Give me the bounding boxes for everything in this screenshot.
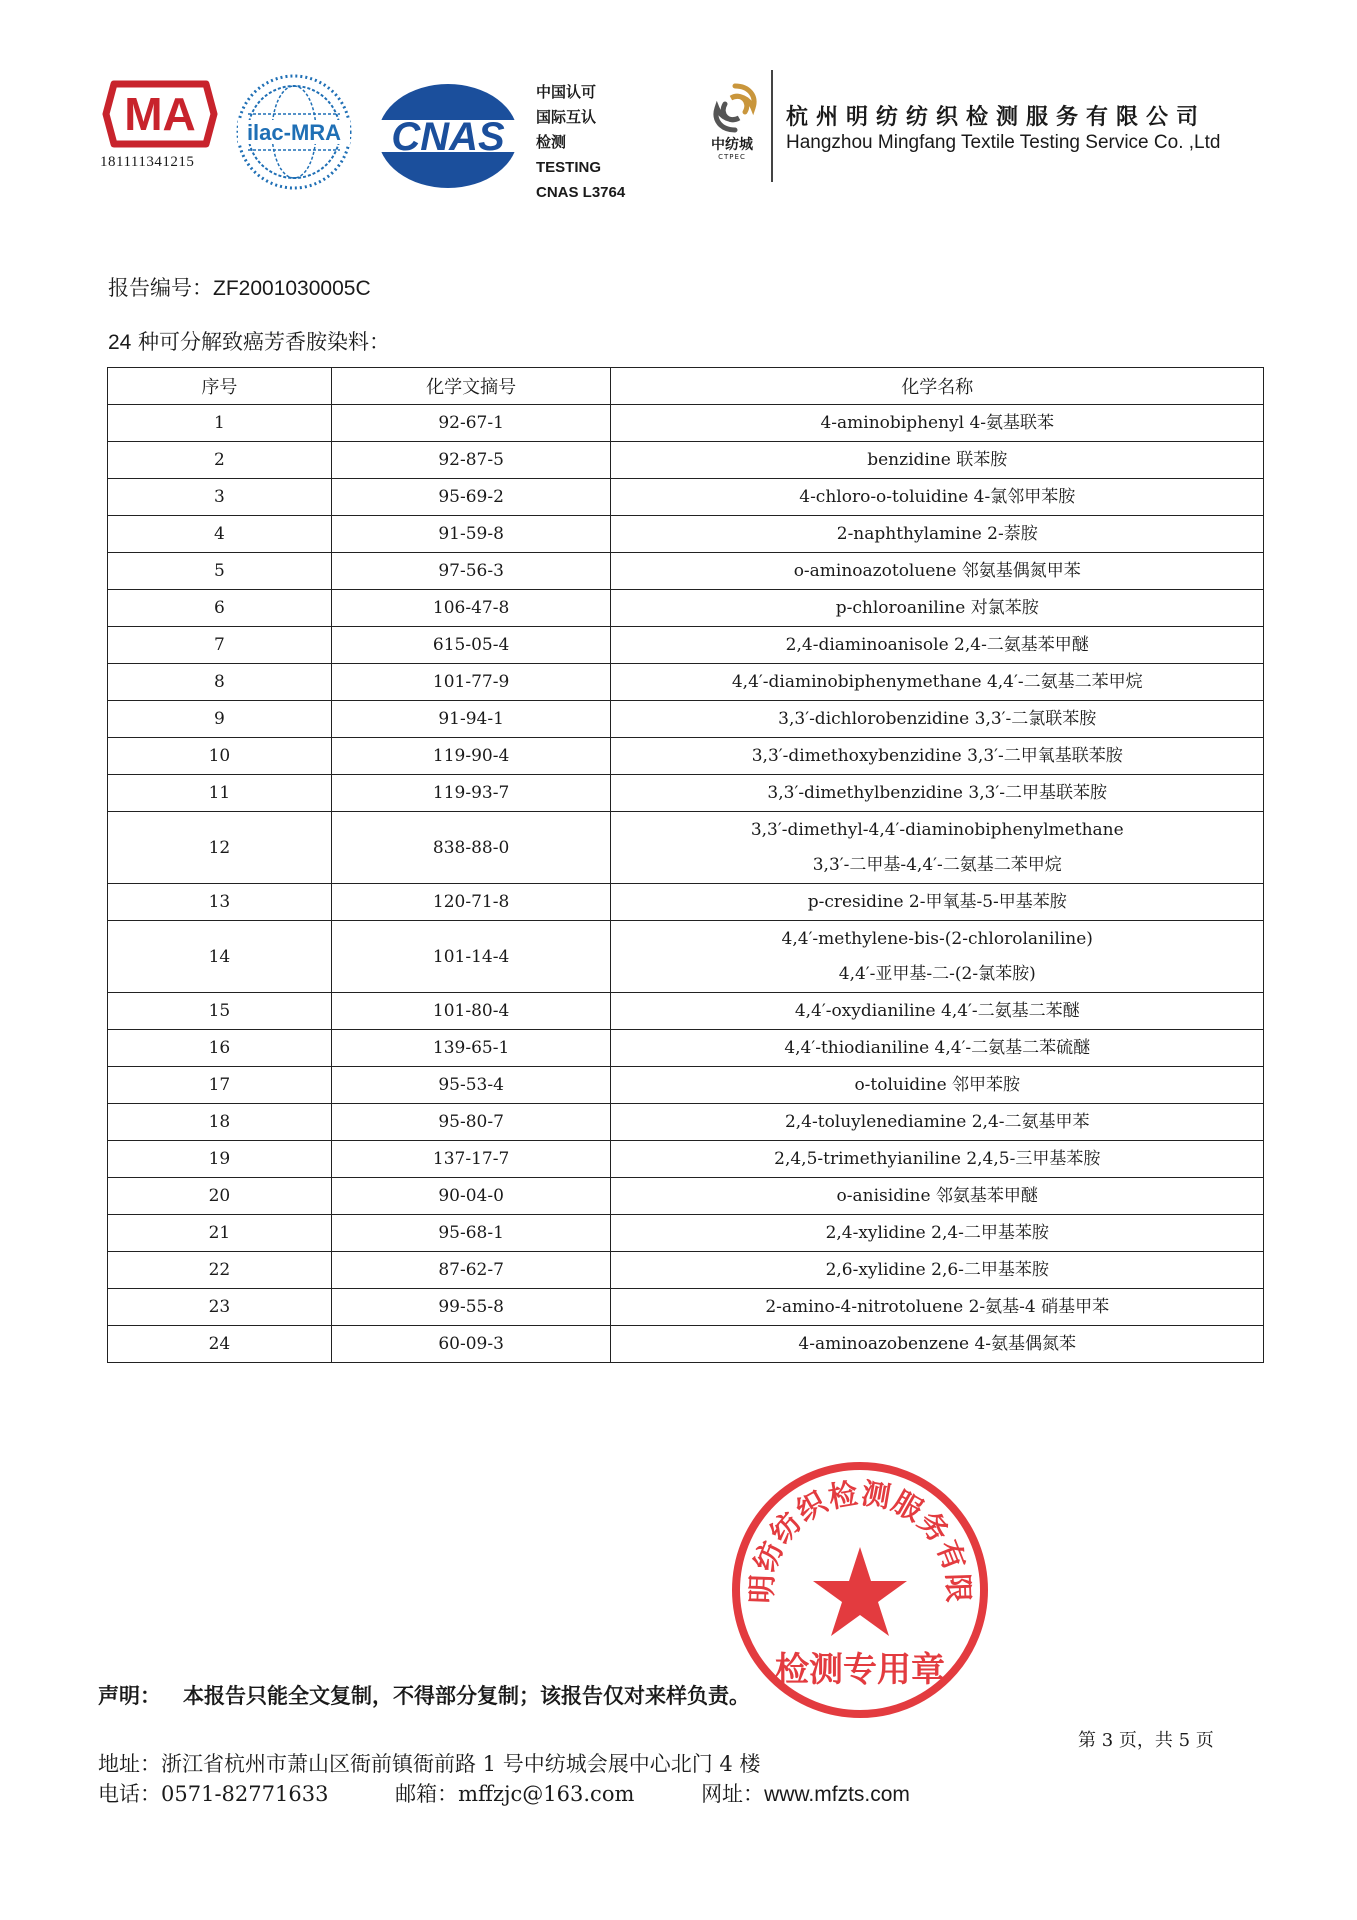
table-row xyxy=(108,1030,1264,1067)
cell-cas: 139-65-1 xyxy=(331,1030,611,1067)
chemical-name-line: 4,4′-diaminobiphenymethane 4,4′-二氨基二苯甲烷 xyxy=(731,671,1143,692)
aromatic-amine-table xyxy=(107,367,1264,1363)
report-number-label: 报告编号： xyxy=(108,276,213,300)
cell-chemical-name xyxy=(611,405,1264,442)
cell-cas: 119-93-7 xyxy=(331,775,611,812)
chemical-name-line: 2,6-xylidine 2,6-二甲基苯胺 xyxy=(825,1259,1049,1280)
website-label: 网址： xyxy=(701,1782,765,1806)
company-seal xyxy=(725,1455,995,1725)
table-row xyxy=(108,1104,1264,1141)
table-row xyxy=(108,1215,1264,1252)
chemical-name-line: o-aminoazotoluene 邻氨基偶氮甲苯 xyxy=(793,560,1081,581)
cell-chemical-name xyxy=(611,1215,1264,1252)
table-body xyxy=(108,405,1264,1363)
cell-cas: 95-53-4 xyxy=(331,1067,611,1104)
cell-chemical-name xyxy=(611,884,1264,921)
cell-no: 20 xyxy=(108,1178,332,1215)
chemical-name-line: 3,3′-二甲基-4,4′-二氨基二苯甲烷 xyxy=(812,854,1062,875)
table-row xyxy=(108,405,1264,442)
seal-ring-text: 明纺纺织检测服务有限 xyxy=(744,1475,976,1605)
cell-chemical-name xyxy=(611,1326,1264,1363)
cell-chemical-name xyxy=(611,993,1264,1030)
website-value: www.mfzts.com xyxy=(764,1783,910,1806)
cell-chemical-name xyxy=(611,701,1264,738)
cell-cas: 97-56-3 xyxy=(331,553,611,590)
chemical-name-line: 2,4,5-trimethyianiline 2,4,5-三甲基苯胺 xyxy=(774,1148,1101,1169)
cell-no: 3 xyxy=(108,479,332,516)
cell-chemical-name xyxy=(611,812,1264,884)
cell-no: 2 xyxy=(108,442,332,479)
table-row xyxy=(108,516,1264,553)
chemical-name-line: 2-amino-4-nitrotoluene 2-氨基-4 硝基甲苯 xyxy=(765,1296,1110,1317)
cell-chemical-name xyxy=(611,1067,1264,1104)
cell-cas: 99-55-8 xyxy=(331,1289,611,1326)
table-row xyxy=(108,1326,1264,1363)
company-address: 地址：浙江省杭州市萧山区衙前镇衙前路 1 号中纺城会展中心北门 4 楼 xyxy=(98,1752,761,1776)
cell-chemical-name xyxy=(611,775,1264,812)
table-row xyxy=(108,812,1264,884)
cell-chemical-name xyxy=(611,1030,1264,1067)
chemical-name-line: benzidine 联苯胺 xyxy=(867,449,1008,470)
chemical-name-line: 4-aminoazobenzene 4-氨基偶氮苯 xyxy=(798,1333,1077,1354)
cell-no: 7 xyxy=(108,627,332,664)
table-row xyxy=(108,1178,1264,1215)
page-number: 第 3 页，共 5 页 xyxy=(1078,1730,1214,1751)
phone: 电话：0571-82771633 xyxy=(98,1782,329,1806)
cell-chemical-name xyxy=(611,442,1264,479)
seal-stamp-icon xyxy=(725,1455,995,1725)
cell-no: 5 xyxy=(108,553,332,590)
cell-cas: 101-77-9 xyxy=(331,664,611,701)
cell-chemical-name xyxy=(611,1141,1264,1178)
company-name-en: Hangzhou Mingfang Textile Testing Service Co. ,Ltd xyxy=(786,132,1221,153)
cell-no: 23 xyxy=(108,1289,332,1326)
chemical-name-line: 3,3′-dimethylbenzidine 3,3′-二甲基联苯胺 xyxy=(767,782,1108,803)
cell-cas: 838-88-0 xyxy=(331,812,611,884)
cell-no: 22 xyxy=(108,1252,332,1289)
chemical-name-line: o-toluidine 邻甲苯胺 xyxy=(854,1074,1021,1095)
email: 邮箱：mffzjc@163.com xyxy=(395,1782,635,1806)
chemical-name-line: 3,3′-dimethyl-4,4′-diaminobiphenylmethane xyxy=(750,819,1124,840)
cnas-line: CNAS L3764 xyxy=(536,184,626,201)
ilac-globe-icon xyxy=(232,70,356,194)
cell-cas: 92-67-1 xyxy=(331,405,611,442)
chemical-name-line: p-chloroaniline 对氯苯胺 xyxy=(835,597,1039,618)
table-row xyxy=(108,553,1264,590)
company-name-cn: 杭州明纺纺织检测服务有限公司 xyxy=(786,105,1207,130)
cell-no: 16 xyxy=(108,1030,332,1067)
cnas-emblem-icon xyxy=(374,80,522,192)
cell-chemical-name xyxy=(611,553,1264,590)
cma-logo-text: MA xyxy=(124,88,196,140)
chemical-name-line: 2,4-toluylenediamine 2,4-二氨基甲苯 xyxy=(784,1111,1090,1132)
section-title-text: 种可分解致癌芳香胺染料： xyxy=(138,330,391,354)
cell-no: 6 xyxy=(108,590,332,627)
chemical-name-line: 2,4-diaminoanisole 2,4-二氨基苯甲醚 xyxy=(785,634,1089,655)
cell-cas: 90-04-0 xyxy=(331,1178,611,1215)
chemical-name-line: 3,3′-dichlorobenzidine 3,3′-二氯联苯胺 xyxy=(778,708,1097,729)
table-row xyxy=(108,627,1264,664)
cnas-line: 中国认可 xyxy=(536,84,597,101)
cell-no: 18 xyxy=(108,1104,332,1141)
cell-cas: 101-14-4 xyxy=(331,921,611,993)
cell-no: 21 xyxy=(108,1215,332,1252)
cell-chemical-name xyxy=(611,1178,1264,1215)
cell-cas: 92-87-5 xyxy=(331,442,611,479)
disclaimer xyxy=(98,1680,750,1710)
ctpec-swirl-icon xyxy=(697,82,773,134)
header-cas: 化学文摘号 xyxy=(331,368,611,405)
cnas-accreditation-text xyxy=(536,80,625,205)
cell-cas: 91-94-1 xyxy=(331,701,611,738)
cell-chemical-name xyxy=(611,627,1264,664)
cell-no: 10 xyxy=(108,738,332,775)
cnas-logo xyxy=(374,80,522,192)
disclaimer-label: 声明： xyxy=(98,1684,161,1708)
cnas-line: 国际互认 xyxy=(536,109,597,126)
cell-no: 17 xyxy=(108,1067,332,1104)
cell-no: 9 xyxy=(108,701,332,738)
cell-cas: 87-62-7 xyxy=(331,1252,611,1289)
cell-cas: 101-80-4 xyxy=(331,993,611,1030)
cell-chemical-name xyxy=(611,516,1264,553)
cnas-line: 检测 xyxy=(536,134,567,151)
website xyxy=(701,1778,910,1808)
cell-cas: 95-68-1 xyxy=(331,1215,611,1252)
table-row xyxy=(108,884,1264,921)
cell-cas: 120-71-8 xyxy=(331,884,611,921)
cell-chemical-name xyxy=(611,921,1264,993)
report-number-value: ZF2001030005C xyxy=(213,277,371,300)
header-divider xyxy=(771,70,773,182)
cell-no: 12 xyxy=(108,812,332,884)
cell-cas: 60-09-3 xyxy=(331,1326,611,1363)
chemical-name-line: 2,4-xylidine 2,4-二甲基苯胺 xyxy=(825,1222,1049,1243)
table-row xyxy=(108,664,1264,701)
contact-line xyxy=(98,1778,910,1808)
cell-no: 24 xyxy=(108,1326,332,1363)
cell-chemical-name xyxy=(611,479,1264,516)
ilac-logo-text: ilac-MRA xyxy=(246,120,342,145)
table-row xyxy=(108,590,1264,627)
table-row xyxy=(108,921,1264,993)
cell-cas: 615-05-4 xyxy=(331,627,611,664)
cell-no: 1 xyxy=(108,405,332,442)
cell-no: 8 xyxy=(108,664,332,701)
table-header-row xyxy=(108,368,1264,405)
cell-cas: 119-90-4 xyxy=(331,738,611,775)
table-row xyxy=(108,993,1264,1030)
table-row xyxy=(108,775,1264,812)
cell-no: 13 xyxy=(108,884,332,921)
cell-cas: 91-59-8 xyxy=(331,516,611,553)
cnas-logo-text: CNAS xyxy=(391,115,505,159)
header-no: 序号 xyxy=(108,368,332,405)
ctpec-label: 中纺城 xyxy=(711,137,753,153)
table-row xyxy=(108,1141,1264,1178)
cell-cas: 137-17-7 xyxy=(331,1141,611,1178)
cell-no: 14 xyxy=(108,921,332,993)
table-row xyxy=(108,1289,1264,1326)
section-title xyxy=(108,326,390,356)
disclaimer-text: 本报告只能全文复制，不得部分复制；该报告仅对来样负责。 xyxy=(183,1684,750,1708)
section-count: 24 xyxy=(108,331,132,354)
cell-no: 11 xyxy=(108,775,332,812)
cell-chemical-name xyxy=(611,664,1264,701)
chemical-name-line: 3,3′-dimethoxybenzidine 3,3′-二甲氧基联苯胺 xyxy=(751,745,1123,766)
cell-chemical-name xyxy=(611,1289,1264,1326)
table-row xyxy=(108,738,1264,775)
chemical-name-line: 4,4′-oxydianiline 4,4′-二氨基二苯醚 xyxy=(794,1000,1080,1021)
table-row xyxy=(108,1067,1264,1104)
cnas-line: TESTING xyxy=(536,159,602,176)
cell-no: 4 xyxy=(108,516,332,553)
cma-logo xyxy=(100,78,225,171)
chemical-name-line: o-anisidine 邻氨基苯甲醚 xyxy=(836,1185,1038,1206)
ilac-mra-logo xyxy=(232,70,356,194)
cell-chemical-name xyxy=(611,738,1264,775)
chemical-name-line: 4-aminobiphenyl 4-氨基联苯 xyxy=(820,412,1055,433)
cell-no: 15 xyxy=(108,993,332,1030)
chemical-name-line: 4,4′-亚甲基-二-(2-氯苯胺) xyxy=(838,963,1036,984)
cell-no: 19 xyxy=(108,1141,332,1178)
cell-chemical-name xyxy=(611,1252,1264,1289)
seal-bottom-text: 检测专用章 xyxy=(775,1650,945,1690)
table-row xyxy=(108,701,1264,738)
ctpec-sublabel: CTPEC xyxy=(718,153,746,161)
table-row xyxy=(108,479,1264,516)
chemical-name-line: 4-chloro-o-toluidine 4-氯邻甲苯胺 xyxy=(799,486,1076,507)
cma-number: 181111341215 xyxy=(100,154,195,170)
table-row xyxy=(108,1252,1264,1289)
table-row xyxy=(108,442,1264,479)
cell-cas: 106-47-8 xyxy=(331,590,611,627)
cell-cas: 95-69-2 xyxy=(331,479,611,516)
cell-chemical-name xyxy=(611,590,1264,627)
chemical-name-line: 2-naphthylamine 2-萘胺 xyxy=(836,523,1038,544)
cell-cas: 95-80-7 xyxy=(331,1104,611,1141)
header-name: 化学名称 xyxy=(611,368,1264,405)
cell-chemical-name xyxy=(611,1104,1264,1141)
chemical-name-line: p-cresidine 2-甲氧基-5-甲基苯胺 xyxy=(807,891,1067,912)
chemical-name-line: 4,4′-methylene-bis-(2-chlorolaniline) xyxy=(781,928,1093,949)
report-number xyxy=(108,272,371,302)
chemical-name-line: 4,4′-thiodianiline 4,4′-二氨基二苯硫醚 xyxy=(784,1037,1091,1058)
cma-emblem-icon xyxy=(100,78,220,150)
